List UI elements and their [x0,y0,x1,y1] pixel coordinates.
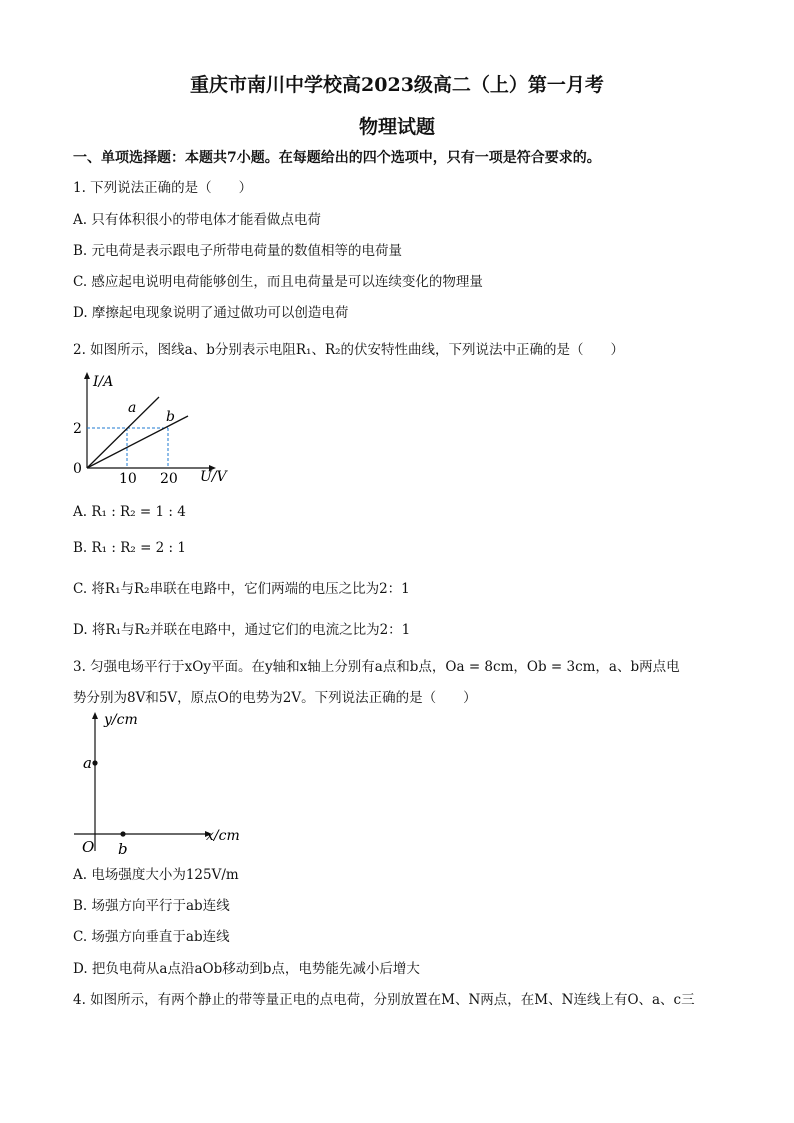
q3-label-b: b [118,840,128,858]
q2-iu-graph [70,368,240,488]
q3-point-a [92,760,97,765]
q2-option-b: B. R₁ : R₂ = 2 : 1 [73,540,186,556]
q3-xy-graph [70,706,250,858]
q1-option-d: D. 摩擦起电现象说明了通过做功可以创造电荷 [73,305,349,321]
q2-y-label: I/A [93,374,114,390]
q1-stem: 1. 下列说法正确的是（ ） [73,180,253,196]
section-heading: 一、单项选择题：本题共7小题。在每题给出的四个选项中，只有一项是符合要求的。 [73,150,601,166]
q3-option-d: D. 把负电荷从a点沿aOb移动到b点，电势能先减小后增大 [73,961,420,977]
q3-y-arrow-icon [92,712,98,719]
q1-option-a: A. 只有体积很小的带电体才能看做点电荷 [73,212,321,228]
q1-option-b: B. 元电荷是表示跟电子所带电荷量的数值相等的电荷量 [73,243,403,259]
q3-stem-line1: 3. 匀强电场平行于xOy平面。在y轴和x轴上分别有a点和b点，Oa = 8cm，Ob = 3cm，a、b两点电 [73,659,680,675]
q2-label-a: a [128,400,137,416]
q2-x-label: U/V [200,469,227,485]
q2-tick-x1: 10 [119,471,137,487]
q2-tick-y: 2 [73,421,82,437]
q1-option-c: C. 感应起电说明电荷能够创生，而且电荷量是可以连续变化的物理量 [73,274,483,290]
q2-option-a: A. R₁ : R₂ = 1 : 4 [73,504,186,520]
page-title: 重庆市南川中学校高2023级高二（上）第一月考 [190,74,604,96]
q2-option-c: C. 将R₁与R₂串联在电路中，它们两端的电压之比为2：1 [73,581,410,597]
q2-label-b: b [166,409,175,425]
q3-label-a: a [83,754,92,772]
q2-origin-label: 0 [73,461,82,477]
page-subtitle: 物理试题 [358,116,435,138]
q2-tick-x2: 20 [160,471,178,487]
q3-option-a: A. 电场强度大小为125V/m [73,867,239,883]
q2-option-d: D. 将R₁与R₂并联在电路中，通过它们的电流之比为2：1 [73,622,411,638]
q3-stem-line2: 势分别为8V和5V，原点O的电势为2V。下列说法正确的是（ ） [73,690,477,706]
q2-y-arrow-icon [84,372,90,379]
q3-option-c: C. 场强方向垂直于ab连线 [73,929,230,945]
q4-stem: 4. 如图所示，有两个静止的带等量正电的点电荷，分别放置在M、N两点，在M、N连线上有O、a、c三 [73,992,695,1008]
q2-stem: 2. 如图所示，图线a、b分别表示电阻R₁、R₂的伏安特性曲线，下列说法中正确的是（ ） [73,342,625,358]
q3-y-label: y/cm [104,712,138,728]
q3-x-label: x/cm [206,828,240,844]
q2-line-a [87,397,159,468]
q3-option-b: B. 场强方向平行于ab连线 [73,898,230,914]
q3-point-b [120,831,125,836]
q3-origin-label: O [82,838,95,856]
